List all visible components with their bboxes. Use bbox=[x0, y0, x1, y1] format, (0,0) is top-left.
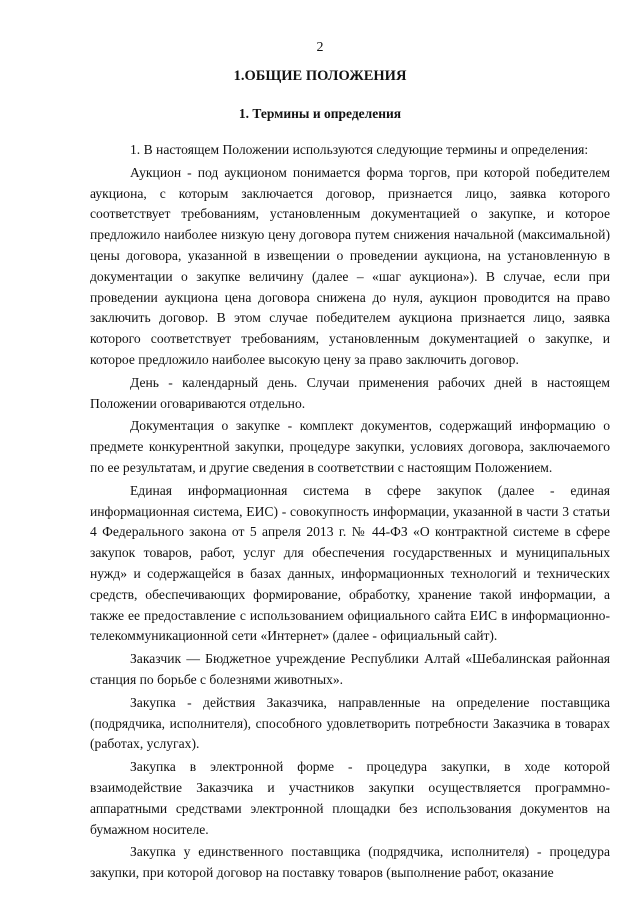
paragraph-eis: Единая информационная система в сфере закупок (далее - единая информационная система, ЕИС) - совокупность информации, указанной в части 3 статьи 4 Федерального закона от 5 апреля 2013 г. № 44-ФЗ «О контрактной системе в сфере закупок товаров, работ, услуг для обеспечения государственных и муниципальных нужд» и содержащейся в базах данных, информационных технологий и технических средств, обеспечивающих формирование, обработку, хранение такой информации, а также ее предоставление с использованием официального сайта ЕИС в информационно-телекоммуникационной сети «Интернет» (далее - официальный сайт). bbox=[90, 482, 610, 644]
document-body bbox=[90, 140, 610, 886]
subsection-title: 1. Термины и определения bbox=[238, 106, 402, 121]
paragraph-auction: Аукцион - под аукционом понимается форма торгов, при которой победителем аукциона, с которым заключается договор, признается лицо, заявка которого соответствует требованиям, установленным документацией о закупке, и которое предложило наиболее низкую цену договора путем снижения начальной (максимальной) цены договора, указанной в извещении о проведении аукциона, на установленную в документации о закупке величину (далее – «шаг аукциона»). В случае, если при проведении аукциона цена договора снижена до нуля, аукцион проводится на право заключить договор. В этом случае победителем аукциона признается лицо, заявка которого соответствует требованиям, установленным документацией о закупке, и которое предложило наиболее высокую цену за право заключить договор. bbox=[90, 164, 610, 367]
paragraph-single-supplier: Закупка у единственного поставщика (подрядчика, исполнителя) - процедура закупки, при которой договор на поставку товаров (выполнение работ, оказание bbox=[90, 844, 610, 881]
page-number: 2 bbox=[316, 40, 324, 55]
paragraph-procurement: Закупка - действия Заказчика, направленные на определение поставщика (подрядчика, исполнителя), способного удовлетворить потребности Заказчика в товарах (работах, услугах). bbox=[90, 694, 610, 752]
paragraph-documentation: Документация о закупке - комплект документов, содержащий информацию о предмете конкурентной закупки, процедуре закупки, условиях договора, заключаемого по ее результатам, и другие сведения в соответствии с настоящим Положением. bbox=[90, 418, 610, 475]
paragraph-intro: 1. В настоящем Положении используются следующие термины и определения: bbox=[130, 142, 589, 157]
paragraph-day: День - календарный день. Случаи применения рабочих дней в настоящем Положении оговариваются отдельно. bbox=[90, 374, 610, 411]
paragraph-electronic-procurement: Закупка в электронной форме - процедура закупки, в ходе которой взаимодействие Заказчика и участников закупки осуществляется программно-аппаратными средствами электронной площадки без использования документов на бумажном носителе. bbox=[90, 759, 610, 837]
paragraph-customer: Заказчик — Бюджетное учреждение Республики Алтай «Шебалинская районная станция по борьбе с болезнями животных». bbox=[90, 651, 610, 687]
section-title: 1.ОБЩИЕ ПОЛОЖЕНИЯ bbox=[233, 68, 407, 84]
